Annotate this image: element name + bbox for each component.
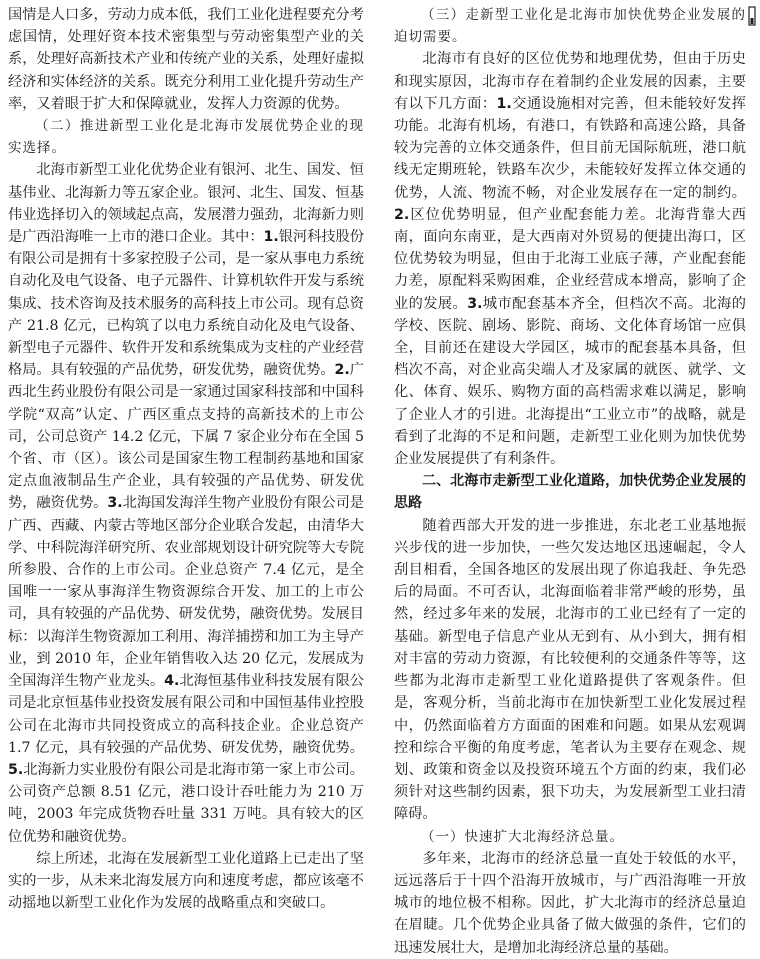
item-number-2: 2. [334,362,350,379]
paragraph-enterprises [8,159,364,847]
text-segment: 北海市有良好的区位优势和地理优势，但由于历史和现实原因，北海市存在着制约企业发展的因素，主要有以下几方面： [394,51,746,112]
section-heading-2: 二、北海市走新型工业化道路，加快优势企业发展的思路 [394,473,746,512]
paragraph-intro: 国情是人口多，劳动力成本低，我们工业化进程要充分考虑国情，处理好资本技术密集型与劳动密集型产业的关系，处理好高新技术产业和传统产业的关系，处理好虚拟经济和实体经济的关系。既充分利用工业化提升劳动生产率，又着眼于扩大和保障就业，发挥人力资源的优势。 [8,7,364,112]
text-segment: 北海市新型工业化优势企业有银河、北生、国发、恒基伟业、北海新力等五家企业。银河、北生、国发、恒基伟业选择切入的领域起点高，发展潜力强劲，北海新力则是广西沿海唯一上市的港口企业。其中： [8,162,364,246]
text-segment: 城市配套基本齐全，但档次不高。北海的学校、医院、剧场、影院、商场、文化体育场馆一应俱全，目前还在建设大学园区，城市的配套基本具备，但档次不高，对企业高尖端人才及家属的就医、就学、文化、体育、娱乐、购物方面的高档需求难以满足，影响了企业人才的引进。北海提出“工业立市”的战略，就是看到了北海的不足和问题，走新型工业化则为加快优势企业发展提供了有利条件。 [394,295,746,468]
subheading-2: （二）推进新型工业化是北海市发展优势企业的现实选择。 [8,118,364,157]
text-segment: 银河科技股份有限公司是拥有十多家控股子公司，是一家从事电力系统自动化及电气设备、电子元器件、计算机软件开发与系统集成、技术咨询及技术服务的高科技上市公司。现有总资产 21.8 亿元，已构筑了以电力系统自动化及电气设备、新型电子元器件、软件开发和系统集成为支柱的产业经营格局。具有较强的产品优势，研发优势，融资优势。 [8,229,364,379]
paragraph-situation: 随着西部大开发的进一步推进，东北老工业基地振兴步伐的进一步加快，一些欠发达地区迅速崛起，令人刮目相看，全国各地区的发展出现了你追我赶、争先恐后的局面。不可否认，北海面临着非常严峻的形势，虽然，经过多年来的发展，北海市的工业已经有了一定的基础。新型电子信息产业从无到有、从小到大，拥有相对丰富的劳动力资源，有比较便利的交通条件等等，这些都为北海市走新型工业化道路提供了客观条件。但是，客观分析，当前北海市在加快新型工业化发展过程中，仍然面临着方方面面的困难和问题。如果从宏观调控和综合平衡的角度考虑，笔者认为主要存在观念、规划、政策和资金以及投资环境五个方面的约束，我们必须针对这些制约因素，狠下功夫，为发展新型工业扫清障碍。 [394,517,746,823]
left-column [8,4,364,914]
subheading-3: （三）走新型工业化是北海市加快优势企业发展的迫切需要。 [394,7,746,46]
text-segment: 北海恒基伟业科技发展有限公司是北京恒基伟业投资发展有限公司和中国恒基伟业控股公司在北海市共同投资成立的高科技企业。企业总资产 1.7 亿元，具有较强的产品优势、研发优势，融资优势。 [8,673,364,756]
corner-mark-icon [748,6,756,26]
text-segment: 广西北生药业股份有限公司是一家通过国家科技部和中国科学院“双高”认定、广西区重点支持的高新技术的上市公司，公司总资产 14.2 亿元，下属 7 家企业分布在全国 5 个省、市（区）。该公司是国家生物工程制药基地和国家定点血液制品生产企业，具有较强的产品优势、研发优势，融资优势。 [8,362,364,512]
paragraph-constraints [394,48,746,470]
item-number-3: 3. [107,495,123,512]
item-number-2: 2. [394,206,410,223]
text-segment: 交通设施相对完善，但未能较好发挥功能。北海有机场，有港口，有铁路和高速公路，具备较为完善的立体交通条件，但目前无国际航班，港口航线无定期班轮，铁路车次少，未能较好发挥立体交通的优势，人流、物流不畅，对企业发展存在一定的制约。 [394,95,746,201]
right-column [394,4,746,959]
item-number-5: 5. [8,761,24,778]
paragraph-economy: 多年来，北海市的经济总量一直处于较低的水平，远远落后于十四个沿海开放城市，与广西沿海唯一开放城市的地位极不相称。因此，扩大北海市的经济总量迫在眉睫。几个优势企业具备了做大做强的条件，它们的迅速发展壮大，是增加北海经济总量的基础。 [394,850,746,956]
item-number-4: 4. [164,673,180,690]
text-segment: 北海国发海洋生物产业股份有限公司是广西、西藏、内蒙古等地区部分企业联合发起，由清华大学、中科院海洋研究所、农业部规划设计研究院等大专院所参股、合作的上市公司。企业总资产 7.4 亿元，是全国唯一一家从事海洋生物资源综合开发、加工的上市公司，具有较强的产品优势、研发优势，融资优势。发展目标：以海洋生物资源加工利用、海洋捕捞和加工为主导产业，到 2010 年，企业年销售收入达 20 亿元，发展成为全国海洋生物产业龙头。 [8,495,364,690]
item-number-3: 3. [467,295,483,312]
subheading-4: （一）快速扩大北海经济总量。 [421,828,624,845]
item-number-1: 1. [263,229,279,246]
text-segment: 区位优势明显，但产业配套能力差。北海背靠大西南，面向东南亚，是大西南对外贸易的便捷出海口，区位优势较为明显，但由于北海工业底子薄，产业配套能力差，原配料采购困难，企业经营成本增高，影响了企业的发展。 [394,206,746,312]
text-segment: 北海新力实业股份有限公司是北海市第一家上市公司。公司资产总额 8.51 亿元，港口设计吞吐能力为 210 万吨，2003 年完成货物吞吐量 331 万吨。具有较大的区位优势和融资优势。 [8,761,364,845]
paragraph-summary: 综上所述，北海在发展新型工业化道路上已走出了坚实的一步，从未来北海发展方向和速度考虑，都应该毫不动摇地以新型工业化作为发展的战略重点和突破口。 [8,850,364,912]
item-number-1: 1. [496,95,512,112]
